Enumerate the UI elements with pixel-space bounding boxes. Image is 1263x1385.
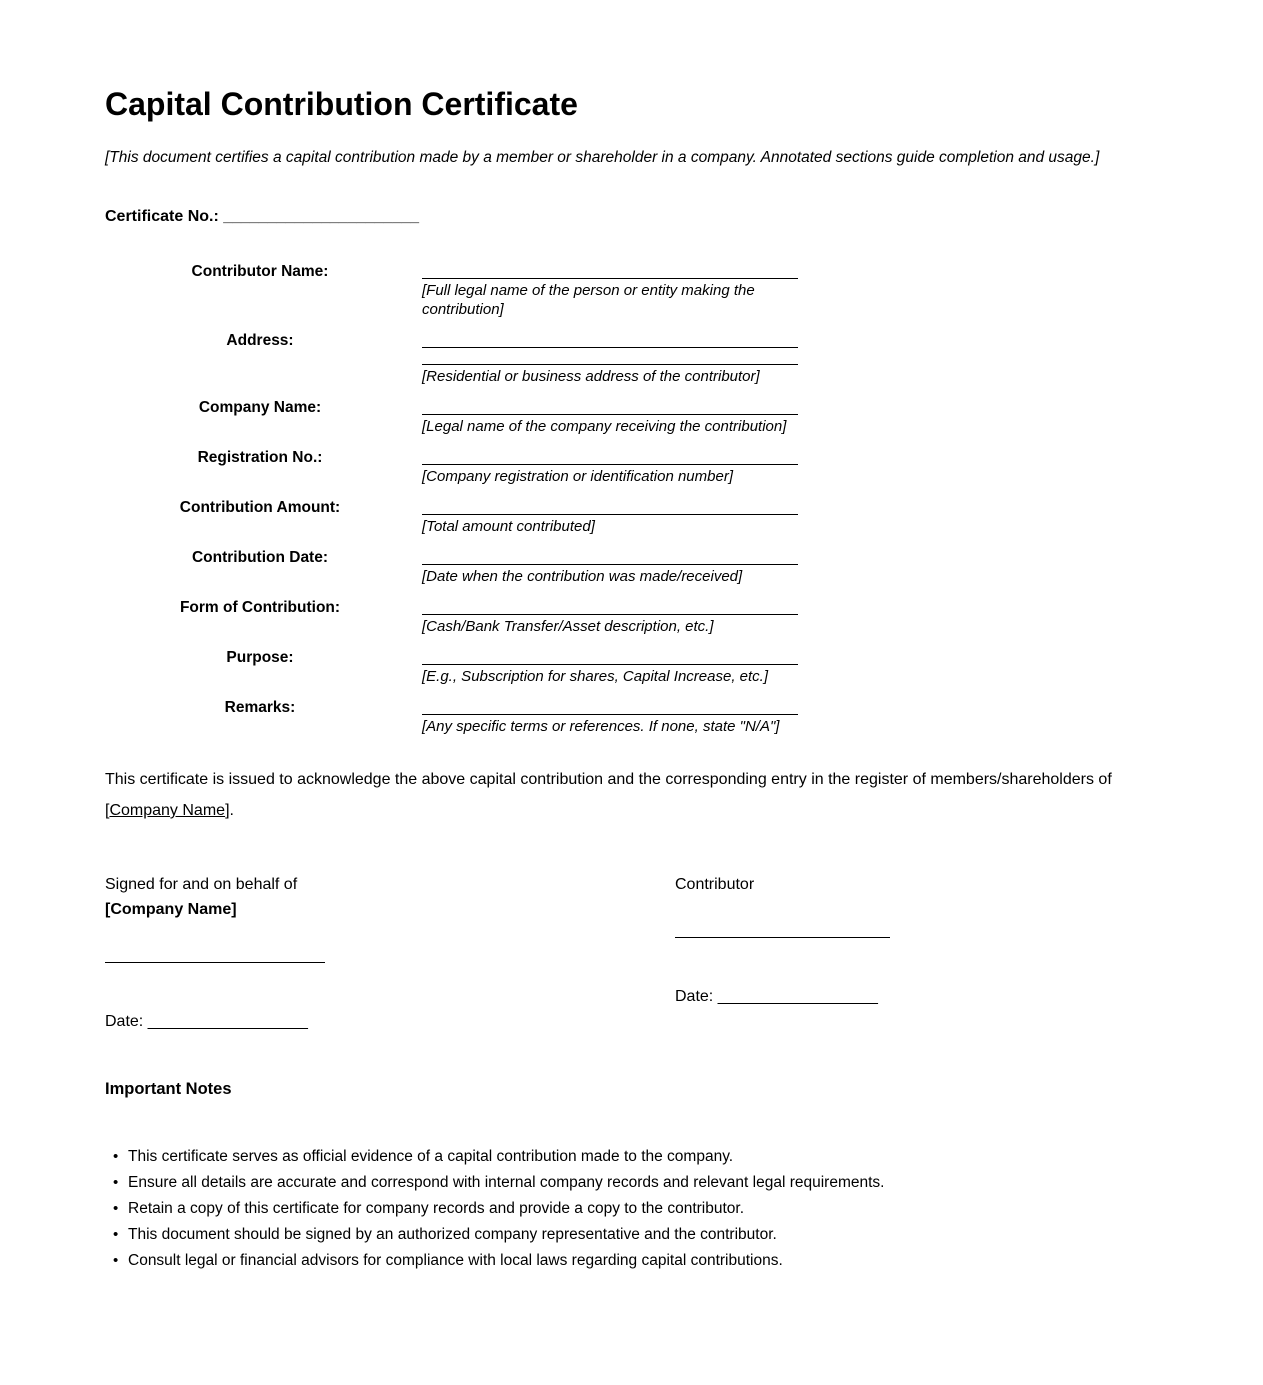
field-hint: [Date when the contribution was made/received] bbox=[422, 568, 743, 585]
contributor-signature-block bbox=[675, 872, 890, 1031]
contributor-signature-line[interactable] bbox=[675, 897, 890, 938]
field-hint: [Company registration or identification number] bbox=[422, 468, 733, 485]
company-signature-block bbox=[105, 872, 675, 1031]
field-input-line[interactable] bbox=[422, 642, 798, 665]
field-hint: [Legal name of the company receiving the contribution] bbox=[422, 418, 787, 435]
field-row-registration-no bbox=[105, 442, 1158, 486]
field-value bbox=[422, 392, 798, 436]
field-hint: [E.g., Subscription for shares, Capital Increase, etc.] bbox=[422, 668, 768, 685]
important-notes-heading: Important Notes bbox=[105, 1080, 232, 1098]
field-hint: [Residential or business address of the contributor] bbox=[422, 368, 760, 385]
field-label: Address: bbox=[226, 332, 294, 349]
company-signature-line[interactable] bbox=[105, 922, 325, 963]
contributor-date-row bbox=[675, 988, 890, 1006]
field-input-line[interactable] bbox=[422, 492, 798, 515]
field-row-contributor-name bbox=[105, 256, 1158, 319]
field-label: Purpose: bbox=[226, 649, 294, 666]
bracket-open: [ bbox=[105, 802, 110, 819]
field-input-line[interactable] bbox=[422, 392, 798, 415]
field-value bbox=[422, 692, 798, 736]
field-label: Registration No.: bbox=[197, 449, 323, 466]
certificate-no-label: Certificate No.: bbox=[105, 208, 219, 225]
field-value bbox=[422, 442, 798, 486]
field-value bbox=[422, 256, 798, 319]
field-label: Company Name: bbox=[198, 399, 322, 416]
field-value bbox=[422, 325, 798, 386]
field-hint: [Any specific terms or references. If none, state "N/A"] bbox=[422, 718, 780, 735]
signature-section bbox=[105, 872, 1158, 1031]
field-hint: [Cash/Bank Transfer/Asset description, etc.] bbox=[422, 618, 714, 635]
field-hint: [Total amount contributed] bbox=[422, 518, 595, 535]
field-input-line[interactable] bbox=[422, 692, 798, 715]
company-name-line: [Company Name] bbox=[105, 901, 237, 918]
important-notes-list bbox=[105, 1144, 1158, 1274]
note-item: • Retain a copy of this certificate for company records and provide a copy to the contributor. bbox=[128, 1196, 1158, 1222]
company-signature-caption: Signed for and on behalf of bbox=[105, 876, 298, 893]
field-row-address bbox=[105, 325, 1158, 386]
field-value bbox=[422, 592, 798, 636]
field-label: Contributor Name: bbox=[191, 263, 329, 280]
note-item: • This certificate serves as official evidence of a capital contribution made to the company. bbox=[128, 1144, 1158, 1170]
page-title: Capital Contribution Certificate bbox=[105, 86, 578, 122]
intro-note: [This document certifies a capital contribution made by a member or shareholder in a company. Annotated sections guide completion and usage.] bbox=[105, 149, 1100, 166]
contributor-date-label: Date: bbox=[675, 988, 714, 1005]
field-row-form-of-contribution bbox=[105, 592, 1158, 636]
contributor-date-blank[interactable]: __________________ bbox=[717, 988, 878, 1005]
field-input-line[interactable] bbox=[422, 542, 798, 565]
field-row-contribution-date bbox=[105, 542, 1158, 586]
field-row-company-name bbox=[105, 392, 1158, 436]
field-row-remarks bbox=[105, 692, 1158, 736]
field-hint: [Full legal name of the person or entity making the contribution] bbox=[422, 282, 755, 318]
company-name-placeholder: Company Name bbox=[109, 802, 226, 819]
note-item: • Consult legal or financial advisors for compliance with local laws regarding capital contributions. bbox=[128, 1248, 1158, 1274]
certificate-no-blank[interactable]: ______________________ bbox=[223, 208, 420, 225]
company-date-row bbox=[105, 1013, 675, 1031]
field-label: Contribution Amount: bbox=[179, 499, 341, 516]
field-label: Contribution Date: bbox=[191, 549, 329, 566]
field-input-line[interactable] bbox=[422, 348, 798, 365]
field-input-line[interactable] bbox=[422, 256, 798, 279]
bracket-close: ]. bbox=[225, 802, 234, 819]
field-input-line[interactable] bbox=[422, 325, 798, 348]
field-value bbox=[422, 542, 798, 586]
field-row-contribution-amount bbox=[105, 492, 1158, 536]
contributor-signature-caption: Contributor bbox=[675, 876, 755, 893]
field-value bbox=[422, 642, 798, 686]
field-label: Remarks: bbox=[224, 699, 296, 716]
field-row-purpose bbox=[105, 642, 1158, 686]
field-label: Form of Contribution: bbox=[179, 599, 341, 616]
field-value bbox=[422, 492, 798, 536]
field-input-line[interactable] bbox=[422, 592, 798, 615]
acknowledgement-paragraph bbox=[105, 764, 1158, 826]
company-date-blank[interactable]: __________________ bbox=[147, 1013, 308, 1030]
certificate-no-row bbox=[105, 208, 1158, 226]
company-date-label: Date: bbox=[105, 1013, 144, 1030]
fields-section bbox=[105, 256, 1158, 736]
note-item: • Ensure all details are accurate and correspond with internal company records and relevant legal requirements. bbox=[128, 1170, 1158, 1196]
acknowledgement-text: This certificate is issued to acknowledge the above capital contribution and the corresponding entry in the register of members/shareholders of bbox=[105, 771, 1112, 788]
note-item: • This document should be signed by an authorized company representative and the contributor. bbox=[128, 1222, 1158, 1248]
field-input-line[interactable] bbox=[422, 442, 798, 465]
